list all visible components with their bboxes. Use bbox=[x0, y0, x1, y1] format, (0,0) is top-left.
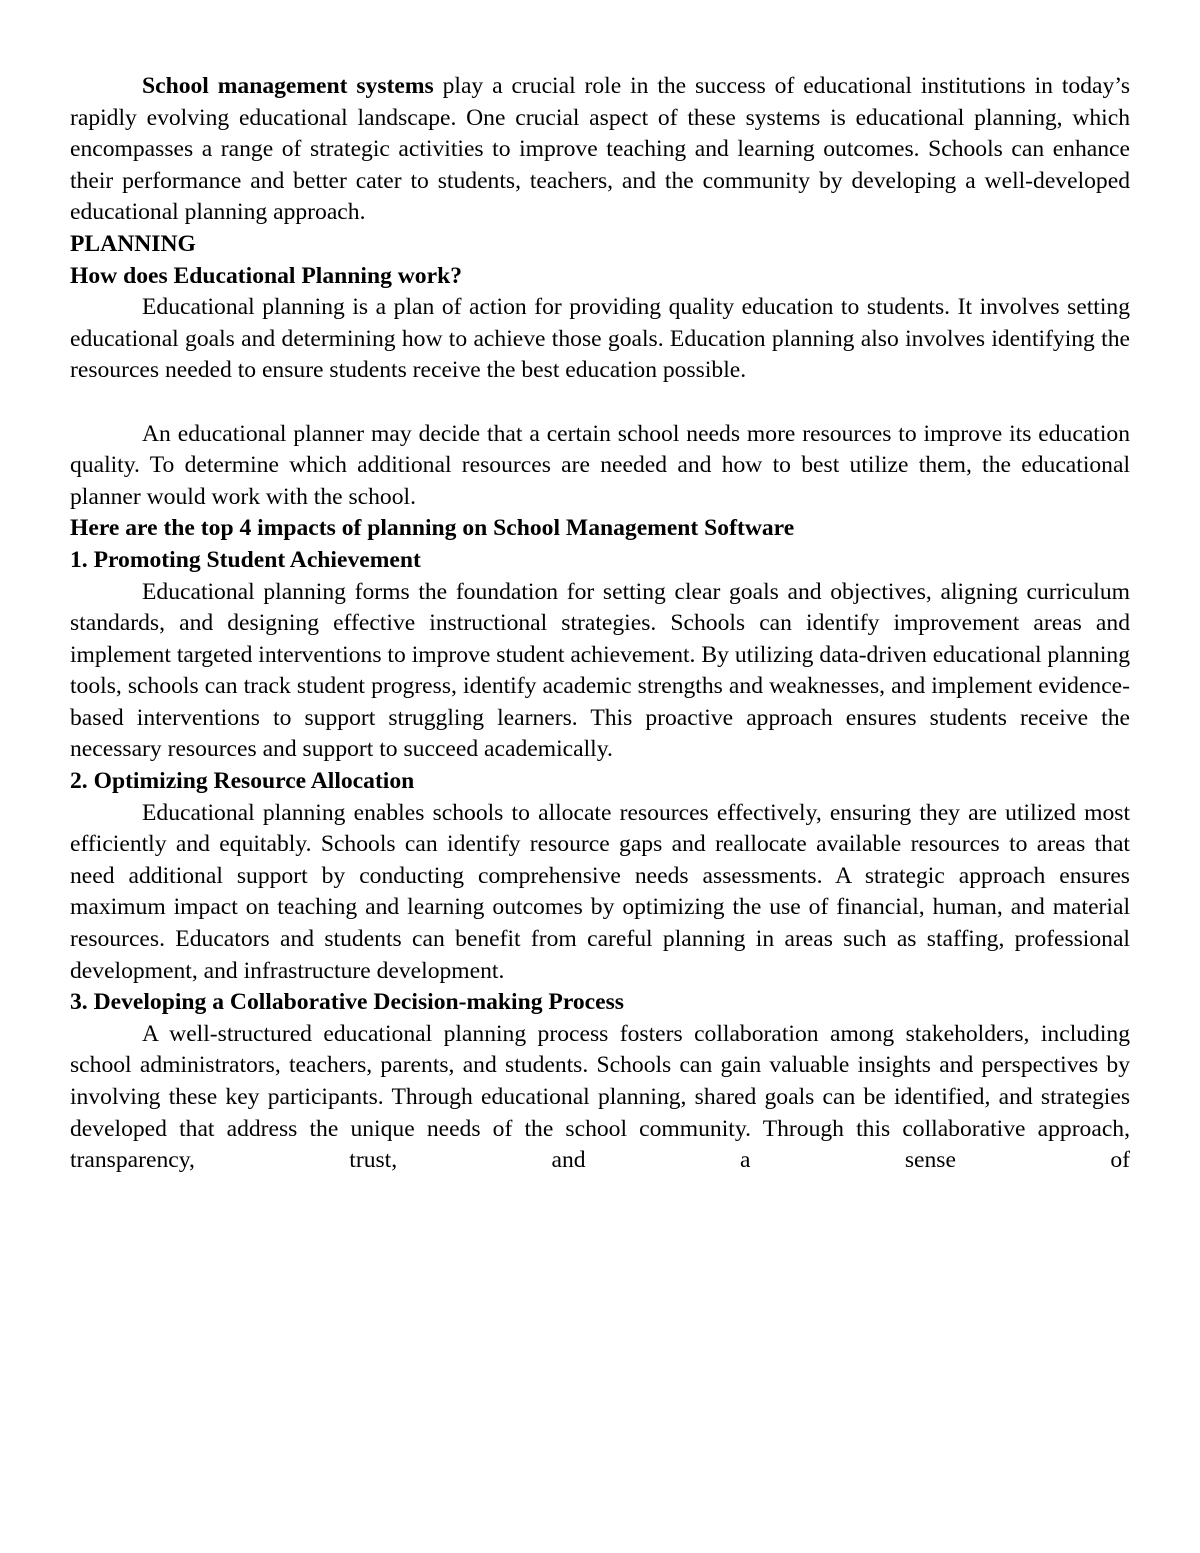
section-title-planning: PLANNING bbox=[70, 230, 196, 257]
item-paragraph-1: Educational planning forms the foundation for setting clear goals and objectives, aligning curriculum standards, and designing effective instructional strategies. Schools can identify improvement areas and implement targeted interventions to improve student achievement. By utilizing data-driven educational planning tools, schools can track student progress, identify academic strengths and weaknesses, and implement evidence-based interventions to support struggling learners. This proactive approach ensures students receive the necessary resources and support to succeed academically. bbox=[70, 578, 1130, 763]
intro-paragraph bbox=[70, 71, 1130, 229]
document-page bbox=[70, 71, 1130, 1177]
impacts-heading: Here are the top 4 impacts of planning on School Management Software bbox=[70, 515, 795, 542]
item-paragraph-2: Educational planning enables schools to allocate resources effectively, ensuring they are utilized most efficiently and equitably. Schools can identify resource gaps and reallocate available resources to areas that need additional support by conducting comprehensive needs assessments. A strategic approach ensures maximum impact on teaching and learning outcomes by optimizing the use of financial, human, and material resources. Educators and students can benefit from careful planning in areas such as staffing, professional development, and infrastructure development. bbox=[70, 799, 1130, 984]
how-paragraph-1: Educational planning is a plan of action for providing quality education to students. It involves setting educational goals and determining how to achieve those goals. Education planning also involves identifying the resources needed to ensure students receive the best education possible. bbox=[70, 294, 1130, 384]
intro-lead-bold: School management systems bbox=[142, 73, 434, 99]
how-paragraph-2: An educational planner may decide that a certain school needs more resources to improve its education quality. To determine which additional resources are needed and how to best utilize them, the educational planner would work with the school. bbox=[70, 420, 1130, 510]
item-heading-3: 3. Developing a Collaborative Decision-making Process bbox=[70, 989, 624, 1016]
item-heading-2: 2. Optimizing Resource Allocation bbox=[70, 768, 415, 795]
intro-text: play a crucial role in the success of educational institutions in today’s rapidly evolving educational landscape. One crucial aspect of these systems is educational planning, which encompasses a range of strategic activities to improve teaching and learning outcomes. Schools can enhance their performance and better cater to students, teachers, and the community by developing a well-developed educational planning approach. bbox=[70, 73, 1130, 226]
item-paragraph-3: A well-structured educational planning process fosters collaboration among stakeholders, including school administrators, teachers, parents, and students. Schools can gain valuable insights and perspectives by involving these key participants. Through educational planning, shared goals can be identified, and strategies developed that address the unique needs of the school community. Through this collaborative approach, transparency, trust, and a sense of bbox=[70, 1020, 1130, 1174]
how-heading: How does Educational Planning work? bbox=[70, 262, 462, 289]
item-heading-1: 1. Promoting Student Achievement bbox=[70, 546, 421, 573]
